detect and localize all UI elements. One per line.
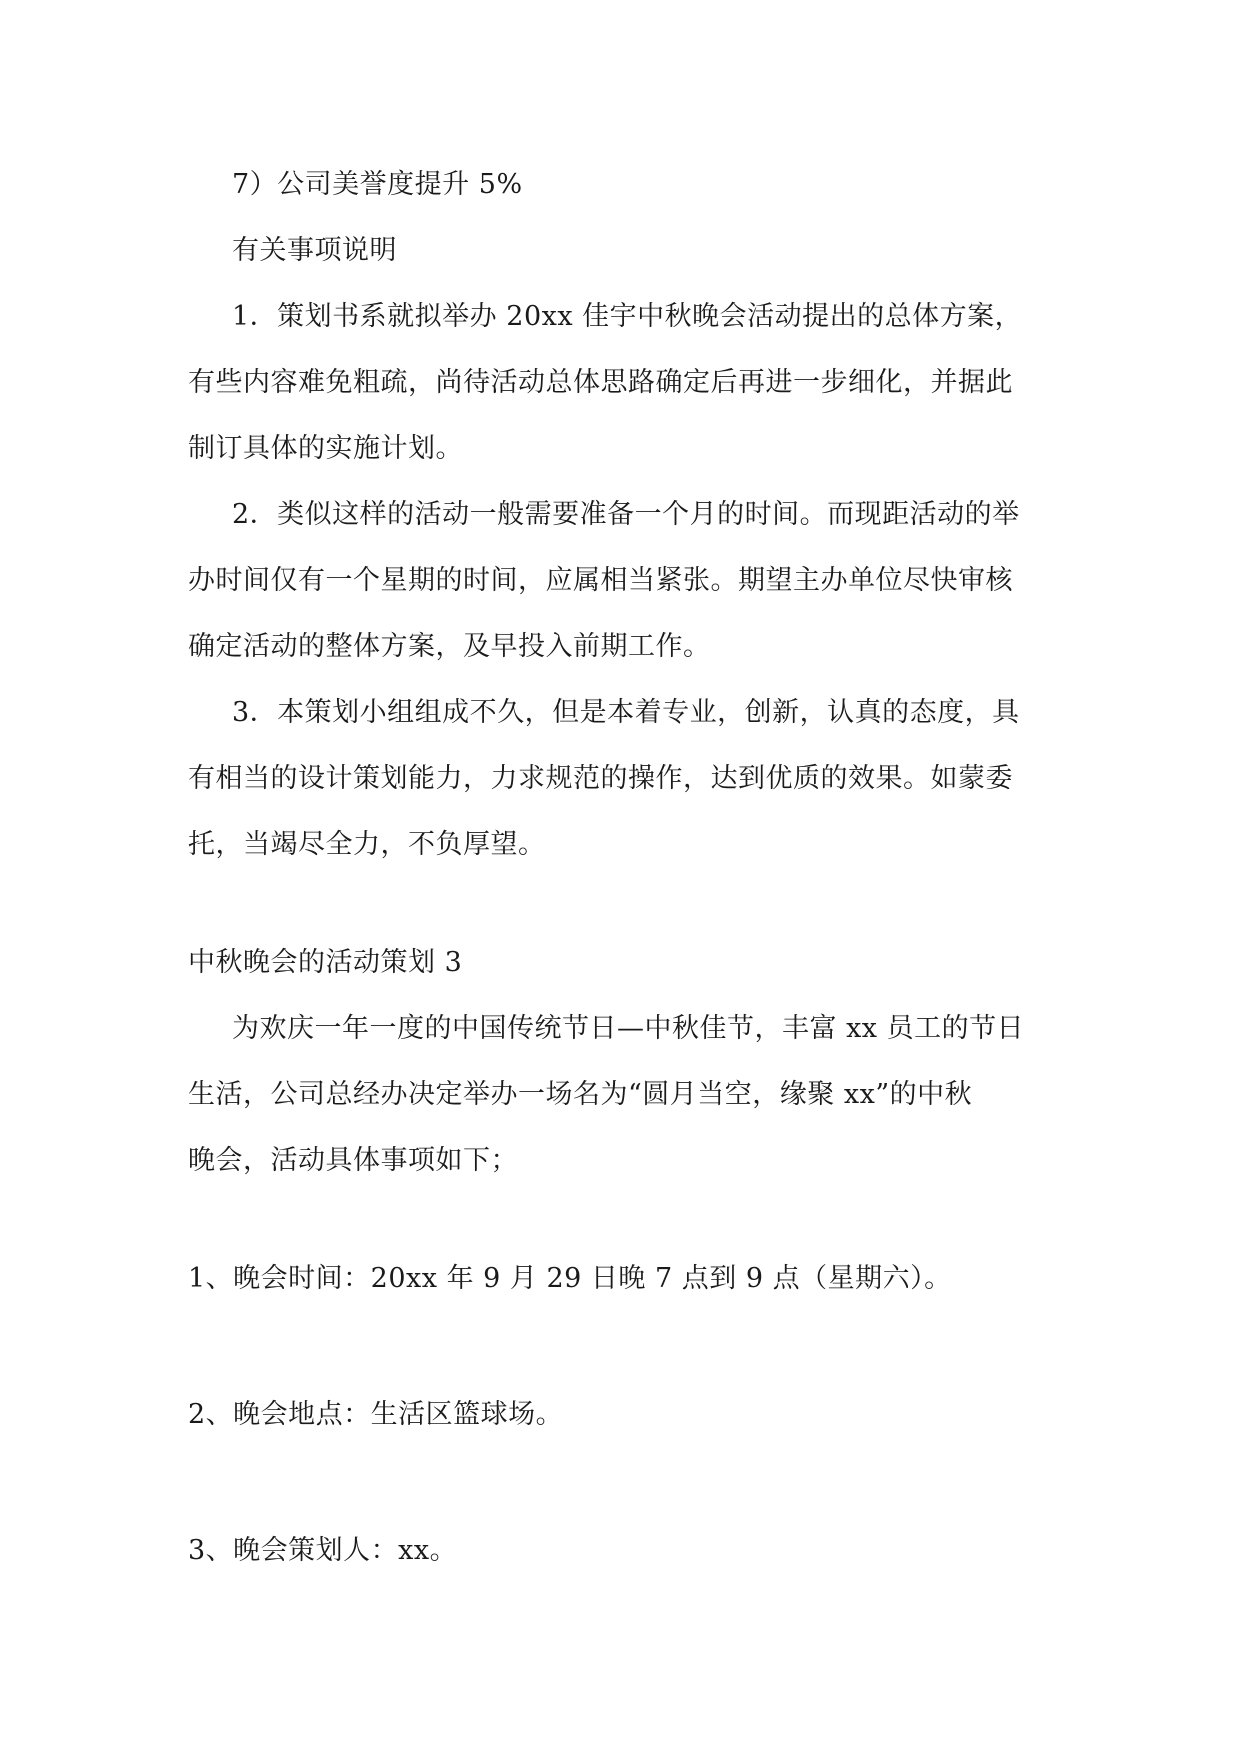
paragraph-line: 生活，公司总经办决定举办一场名为“圆月当空，缘聚 xx”的中秋 (188, 1079, 973, 1110)
list-item-time: 1、晚会时间：20xx 年 9 月 29 日晚 7 点到 9 点（星期六）。 (188, 1263, 952, 1294)
paragraph-line: 确定活动的整体方案，及早投入前期工作。 (188, 631, 711, 662)
paragraph-line: 2．类似这样的活动一般需要准备一个月的时间。而现距活动的举 (232, 499, 1020, 530)
paragraph-line: 制订具体的实施计划。 (188, 433, 463, 464)
paragraph-line: 有相当的设计策划能力，力求规范的操作，达到优质的效果。如蒙委 (188, 763, 1013, 794)
list-item-location: 2、晚会地点：生活区篮球场。 (188, 1399, 564, 1430)
list-item-planner: 3、晚会策划人：xx。 (188, 1535, 458, 1566)
paragraph-line: 1．策划书系就拟举办 20xx 佳宇中秋晚会活动提出的总体方案， (232, 301, 1023, 332)
paragraph-line: 3．本策划小组组成不久，但是本着专业，创新，认真的态度，具 (232, 697, 1020, 728)
paragraph-line: 晚会，活动具体事项如下； (188, 1145, 518, 1176)
paragraph-line: 有些内容难免粗疏，尚待活动总体思路确定后再进一步细化，并据此 (188, 367, 1013, 398)
paragraph-line: 为欢庆一年一度的中国传统节日—中秋佳节，丰富 xx 员工的节日 (232, 1013, 1025, 1044)
paragraph-line: 托，当竭尽全力，不负厚望。 (188, 829, 546, 860)
section-heading: 有关事项说明 (232, 235, 397, 266)
list-item-7: 7）公司美誉度提升 5% (232, 169, 523, 200)
document-heading: 中秋晚会的活动策划 3 (188, 947, 463, 978)
paragraph-line: 办时间仅有一个星期的时间，应属相当紧张。期望主办单位尽快审核 (188, 565, 1013, 596)
